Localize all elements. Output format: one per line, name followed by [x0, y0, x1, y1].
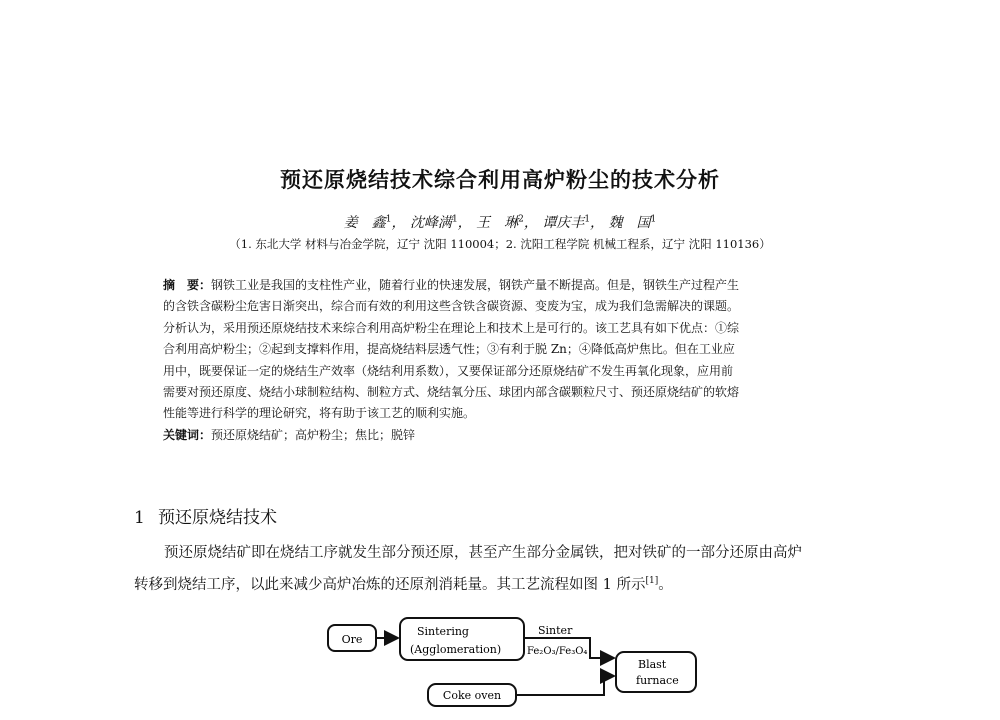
section-number: 1 [134, 508, 145, 528]
paper-title: 预还原烧结技术综合利用高炉粉尘的技术分析 [280, 167, 720, 192]
abstract-line: 性能等进行科学的理论研究，将有助于该工艺的顺利实施。 [163, 406, 476, 421]
blast-label: Blast [638, 658, 667, 671]
sintering-label: Sintering [417, 625, 469, 638]
author: 魏 国$^1$ [608, 214, 657, 231]
abstract-line: 摘 要：钢铁工业是我国的支柱性产业，随着行业的快速发展，钢铁产量不断提高。但是，钢铁生产过程产生 [163, 278, 740, 292]
abstract-line: 用中，既要保证一定的烧结生产效率（烧结利用系数），又要保证部分还原烧结矿不发生再氧化现象，应用前 [163, 363, 734, 378]
furnace-label: furnace [636, 674, 679, 687]
section-heading [134, 503, 277, 528]
author: 谭庆丰$^1$， [542, 214, 605, 231]
abstract-line: 分析认为，采用预还原烧结技术来综合利用高炉粉尘在理论上和技术上是可行的。该工艺具有如下优点：①综 [163, 320, 740, 335]
abstract-line: 合利用高炉粉尘；②起到支撑料作用，提高烧结料层透气性；③有利于脱 Zn；④降低高炉焦比。但在工业应 [163, 342, 735, 357]
section-title: 预还原烧结技术 [158, 508, 277, 528]
body-line: 转移到烧结工序，以此来减少高炉冶炼的还原剂消耗量。其工艺流程如图 1 所示[1]。 [134, 576, 673, 593]
citation-ref: [1] [645, 576, 659, 586]
abstract-line: 需要对预还原度、烧结小球制粒结构、制粒方式、烧结氧分压、球团内部含碳颗粒尺寸、预还原烧结矿的软熔 [163, 385, 740, 400]
keywords-label: 关键词： [163, 427, 212, 442]
arrow-coke-furnace [516, 676, 614, 695]
author: 沈峰满$^1$， [409, 214, 472, 231]
affiliation: （1. 东北大学 材料与冶金学院，辽宁 沈阳 110004；2. 沈阳工程学院 机械工程系，辽宁 沈阳 110136） [229, 237, 771, 251]
body-paragraph [134, 539, 864, 599]
author-list [0, 212, 1000, 232]
sinter-label: Sinter [538, 624, 573, 637]
author: 王 琳$^2$， [476, 214, 538, 231]
process-flow-figure [320, 612, 720, 720]
sinter-formula: Fe₂O₃/Fe₃O₄ [527, 646, 588, 657]
keywords-text: 预还原烧结矿；高炉粉尘；焦比；脱锌 [211, 427, 416, 442]
body-line: 预还原烧结矿即在烧结工序就发生部分预还原，甚至产生部分金属铁，把对铁矿的一部分还原由高炉 [164, 545, 802, 561]
keywords [163, 425, 863, 446]
abstract [163, 275, 863, 446]
ore-label: Ore [341, 633, 363, 646]
abstract-line: 的含铁含碳粉尘危害日渐突出，综合而有效的利用这些含铁含碳资源、变废为宝，成为我们急需解决的课题。 [163, 299, 740, 314]
agglomeration-label: (Agglomeration) [410, 643, 502, 656]
author: 姜 鑫$^1$， [343, 214, 406, 231]
coke-oven-label: Coke oven [442, 689, 502, 702]
abstract-label: 摘 要： [163, 278, 212, 292]
